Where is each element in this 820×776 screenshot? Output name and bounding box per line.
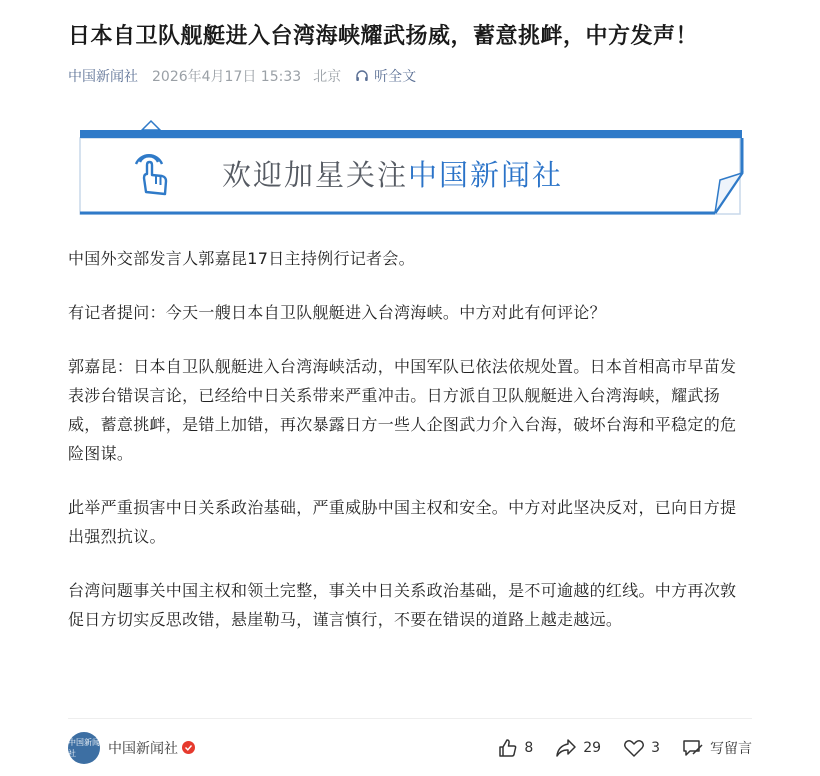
article-footer bbox=[68, 718, 752, 776]
banner-brand: 中国新闻社 bbox=[408, 158, 564, 192]
account-name: 中国新闻社 bbox=[108, 740, 178, 757]
headphones-icon bbox=[355, 69, 369, 83]
comment-label: 写留言 bbox=[710, 740, 752, 757]
paragraph-3: 郭嘉昆：日本自卫队舰艇进入台湾海峡活动，中国军队已依法依规处置。日本首相高市早苗发表涉台错误言论，已经给中日关系带来严重冲击。日方派自卫队舰艇进入台湾海峡，耀武扬威，蓄意挑衅，是错上加错，再次暴露日方一些人企图武力介入台海，破坏台海和平稳定的危险图谋。 bbox=[68, 357, 737, 463]
favorite-count: 3 bbox=[651, 739, 660, 756]
hand-tap-icon bbox=[132, 148, 176, 200]
paragraph-1: 中国外交部发言人郭嘉昆17日主持例行记者会。 bbox=[68, 249, 415, 268]
like-button[interactable] bbox=[498, 738, 533, 758]
verified-badge-icon bbox=[182, 741, 195, 754]
listen-button[interactable] bbox=[355, 66, 416, 86]
banner-prefix: 欢迎加星关注 bbox=[222, 158, 409, 192]
banner-text bbox=[222, 158, 563, 192]
publish-datetime: 2026年4月17日 15:33 bbox=[152, 69, 302, 85]
account-info[interactable] bbox=[108, 738, 195, 758]
article-body bbox=[68, 244, 752, 659]
location: 北京 bbox=[313, 69, 342, 85]
listen-label: 听全文 bbox=[374, 69, 417, 85]
comment-edit-icon bbox=[682, 738, 704, 758]
share-arrow-icon bbox=[555, 738, 577, 758]
source-link[interactable]: 中国新闻社 bbox=[68, 69, 138, 85]
paragraph-5: 台湾问题事关中国主权和领土完整，事关中日关系政治基础，是不可逾越的红线。中方再次敦促日方切实反思改错，悬崖勒马，谨言慎行，不要在错误的道路上越走越远。 bbox=[68, 581, 737, 629]
action-bar bbox=[476, 738, 752, 758]
heart-icon bbox=[623, 738, 645, 758]
paragraph-4: 此举严重损害中日关系政治基础，严重威胁中国主权和安全。中方对此坚决反对，已向日方提出强烈抗议。 bbox=[68, 498, 737, 546]
avatar-logo-text: 中国新闻社 bbox=[68, 737, 100, 758]
article-meta bbox=[68, 66, 416, 86]
comment-button[interactable] bbox=[682, 738, 752, 758]
like-count: 8 bbox=[524, 739, 534, 756]
favorite-button[interactable] bbox=[623, 738, 660, 758]
follow-banner[interactable] bbox=[70, 118, 750, 220]
paragraph-2: 有记者提问：今天一艘日本自卫队舰艇进入台湾海峡。中方对此有何评论？ bbox=[68, 303, 606, 322]
share-count: 29 bbox=[583, 739, 602, 756]
account-avatar[interactable] bbox=[68, 732, 100, 764]
thumbs-up-icon bbox=[498, 738, 518, 758]
article-title: 日本自卫队舰艇进入台湾海峡耀武扬威，蓄意挑衅，中方发声！ bbox=[68, 24, 699, 49]
share-button[interactable] bbox=[555, 738, 601, 758]
